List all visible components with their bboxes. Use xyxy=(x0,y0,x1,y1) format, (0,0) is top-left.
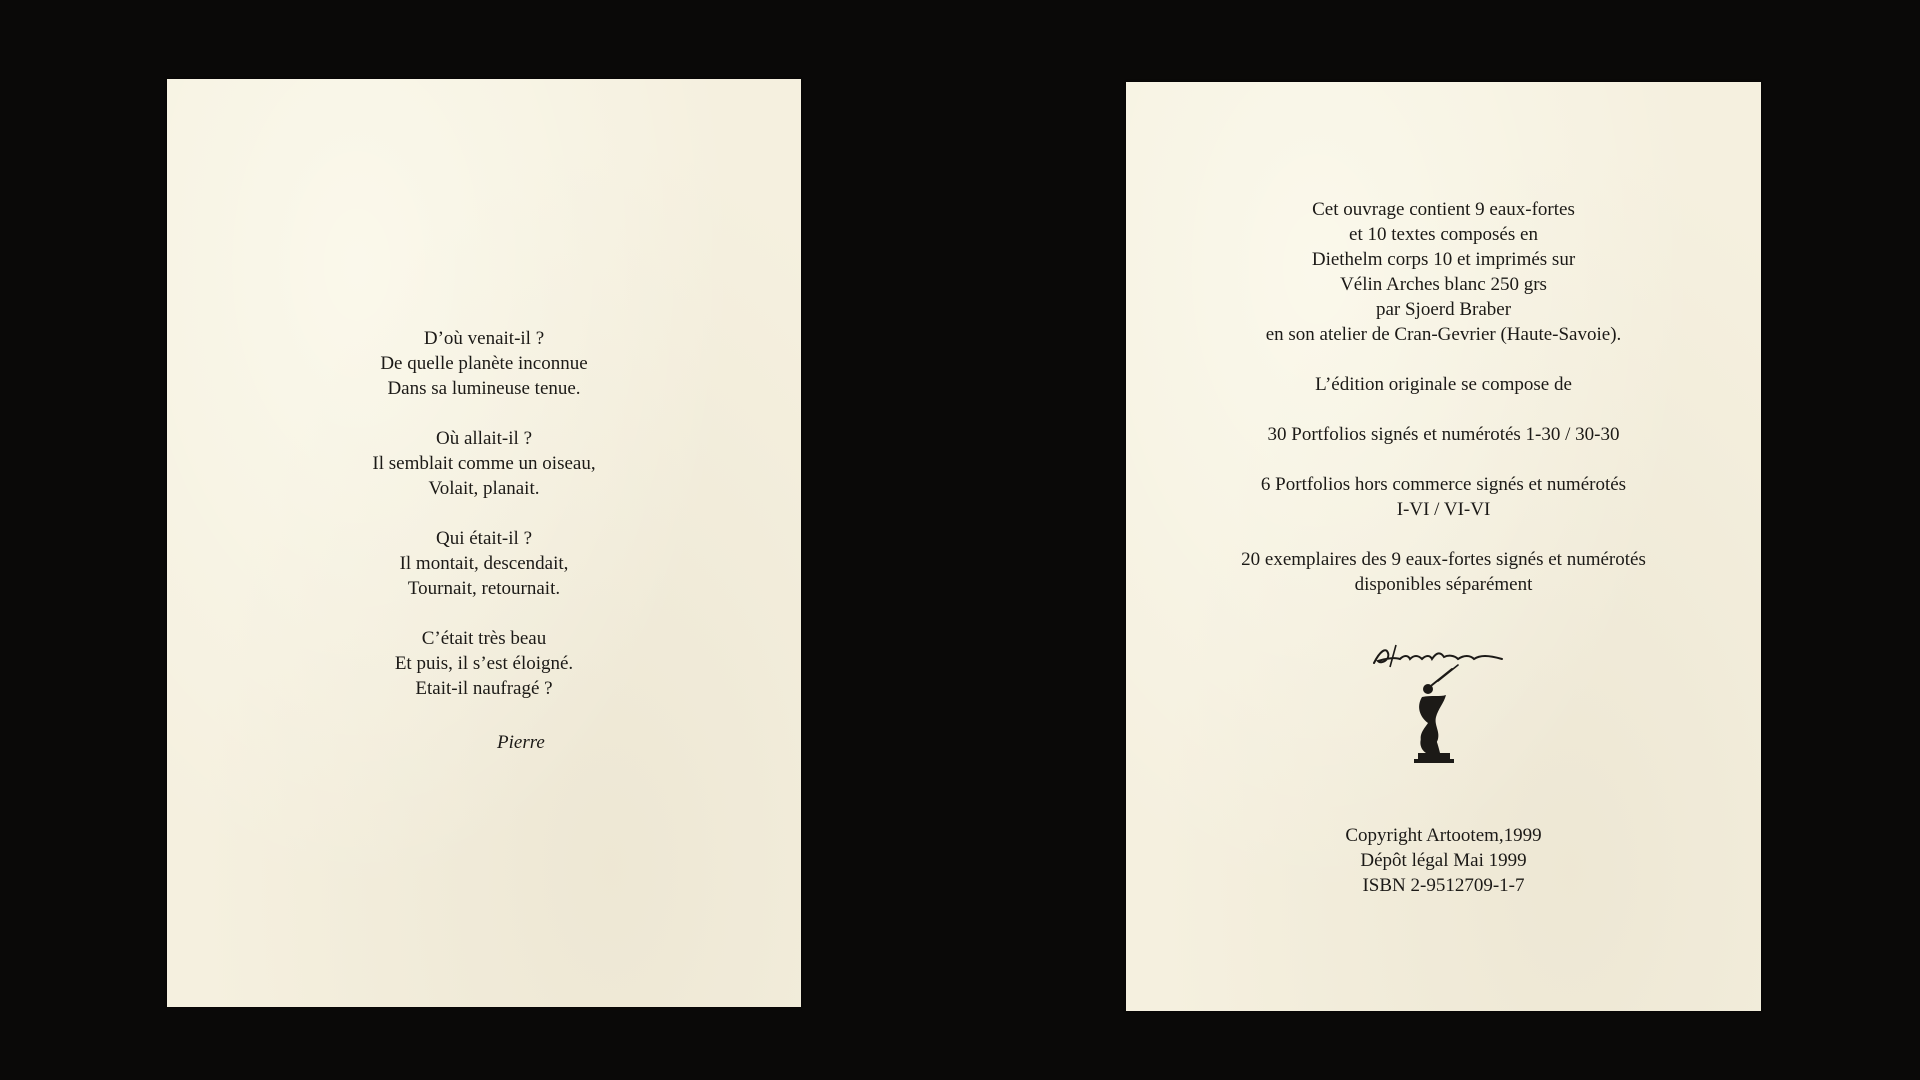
poem-line: Dans sa lumineuse tenue. xyxy=(387,378,581,399)
poem xyxy=(167,326,801,726)
exemplaires-line: 20 exemplaires des 9 eaux-fortes signés et numérotés xyxy=(1241,549,1646,570)
colophon-line: Diethelm corps 10 et imprimés sur xyxy=(1311,249,1576,270)
colophon-line: par Sjoerd Braber xyxy=(1375,299,1512,320)
colophon-line: en son atelier de Cran-Gevrier (Haute-Savoie). xyxy=(1265,324,1622,345)
edition-heading-block xyxy=(1126,372,1761,397)
colophon-line: Cet ouvrage contient 9 eaux-fortes xyxy=(1312,199,1575,220)
poem-stanza-3 xyxy=(167,526,801,601)
portfolios-hc-block xyxy=(1126,472,1761,522)
artootem-logo-icon xyxy=(1366,637,1526,777)
poem-line: Il montait, descendait, xyxy=(399,553,569,574)
edition-heading: L’édition originale se compose de xyxy=(1315,374,1572,395)
poem-card xyxy=(167,79,801,1007)
isbn-line: ISBN 2-9512709-1-7 xyxy=(1362,875,1525,896)
poem-line: Il semblait comme un oiseau, xyxy=(372,453,596,474)
poem-line: D’où venait-il ? xyxy=(423,328,545,349)
poem-line: Et puis, il s’est éloigné. xyxy=(394,653,574,674)
colophon-card xyxy=(1126,82,1761,1011)
poem-line: Volait, planait. xyxy=(428,478,540,499)
poem-line: Etait-il naufragé ? xyxy=(415,678,553,699)
colophon-intro xyxy=(1126,197,1761,347)
copyright-line: Copyright Artootem,1999 xyxy=(1345,825,1542,846)
portfolios-signed: 30 Portfolios signés et numérotés 1-30 / 30-30 xyxy=(1267,424,1620,445)
colophon xyxy=(1126,197,1761,622)
portfolios-hc-numbers: I-VI / VI-VI xyxy=(1396,499,1491,520)
poem-stanza-4 xyxy=(167,626,801,701)
portfolios-hc-line: 6 Portfolios hors commerce signés et numérotés xyxy=(1260,474,1627,495)
exemplaires-line: disponibles séparément xyxy=(1354,574,1533,595)
poem-line: Où allait-il ? xyxy=(435,428,533,449)
colophon-line: et 10 textes composés en xyxy=(1349,224,1538,245)
poem-stanza-1 xyxy=(167,326,801,401)
poem-author: Pierre xyxy=(497,732,545,753)
exemplaires-block xyxy=(1126,547,1761,597)
poem-line: Qui était-il ? xyxy=(435,528,533,549)
poem-line: C’était très beau xyxy=(421,628,547,649)
poem-stanza-2 xyxy=(167,426,801,501)
poem-line: Tournait, retournait. xyxy=(407,578,561,599)
poem-line: De quelle planète inconnue xyxy=(380,353,588,374)
copyright-block xyxy=(1126,823,1761,898)
portfolios-signed-block xyxy=(1126,422,1761,447)
legal-deposit-line: Dépôt légal Mai 1999 xyxy=(1360,850,1527,871)
colophon-line: Vélin Arches blanc 250 grs xyxy=(1340,274,1547,295)
